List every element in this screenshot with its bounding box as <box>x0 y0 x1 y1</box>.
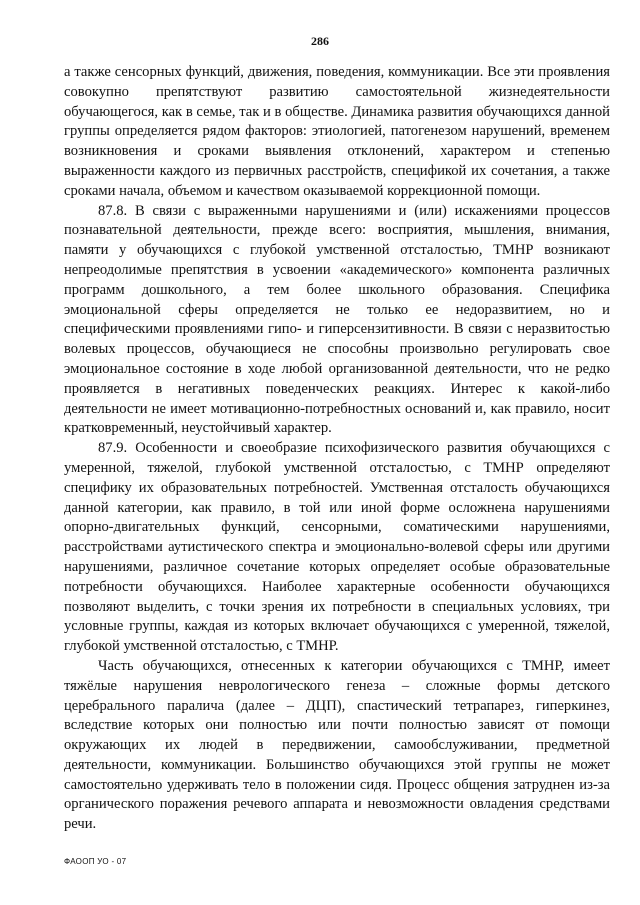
document-body <box>64 63 610 835</box>
page-footer: ФАООП УО - 07 <box>64 857 127 866</box>
paragraph-continuation: а также сенсорных функций, движения, поведения, коммуникации. Все эти проявления совокупно препятствуют развитию самостоятельной жизнедеятельности обучающегося, как в семье, так и в обществе. Динамика развития обучающихся данной группы определяется рядом факторов: этиологией, патогенезом нарушений, временем возникновения и сроками выявления отклонений, характером и степенью выраженности каждого из первичных расстройств, спецификой их сочетания, а также сроками начала, объемом и качеством оказываемой коррекционной помощи. <box>64 64 610 199</box>
page-number: 286 <box>311 34 329 48</box>
paragraph-87-9: 87.9. Особенности и своеобразие психофизического развития обучающихся с умеренной, тяжелой, глубокой умственной отсталостью, с ТМНР определяют специфику их образовательных потребностей. Умственная отсталость обучающихся данной категории, как правило, в той или иной форме осложнена нарушениями опорно-двигательных функций, сенсорными, соматическими нарушениями, расстройствами аутистического спектра и эмоционально-волевой сферы или другими нарушениями, различное сочетание которых определяет особые образовательные потребности обучающихся. Наиболее характерные особенности обучающихся позволяют выделить, с точки зрения их потребности в специальных условиях, три условные группы, каждая из которых включает обучающихся с умеренной, тяжелой, глубокой умственной отсталостью, с ТМНР. <box>64 440 610 655</box>
paragraph-87-8: 87.8. В связи с выраженными нарушениями и (или) искажениями процессов познавательной деятельности, прежде всего: восприятия, мышления, внимания, памяти у обучающихся с глубокой умственной отсталостью, ТМНР возникают непреодолимые препятствия в усвоении «академического» компонента различных программ дошкольного, а тем более школьного образования. Специфика эмоциональной сферы определяется не только ее недоразвитием, но и специфическими проявлениями гипо- и гиперсензитивности. В связи с неразвитостью волевых процессов, обучающиеся не способны произвольно регулировать свое эмоциональное состояние в ходе любой организованной деятельности, что не редко проявляется в негативных поведенческих реакциях. Интерес к какой-либо деятельности не имеет мотивационно-потребностных оснований и, как правило, носит кратковременный, неустойчивый характер. <box>64 202 610 437</box>
paragraph-tmnr-group: Часть обучающихся, отнесенных к категории обучающихся с ТМНР, имеет тяжёлые нарушения неврологического генеза – сложные формы детского церебрального паралича (далее – ДЦП), спастический тетрапарез, гиперкинез, вследствие которых они полностью или почти полностью зависят от помощи окружающих их людей в передвижении, самообслуживании, предметной деятельности, коммуникации. Большинство обучающихся этой группы не может самостоятельно удерживать тело в положении сидя. Процесс общения затруднен из-за органического поражения речевого аппарата и невозможности овладения средствами речи. <box>64 657 610 833</box>
